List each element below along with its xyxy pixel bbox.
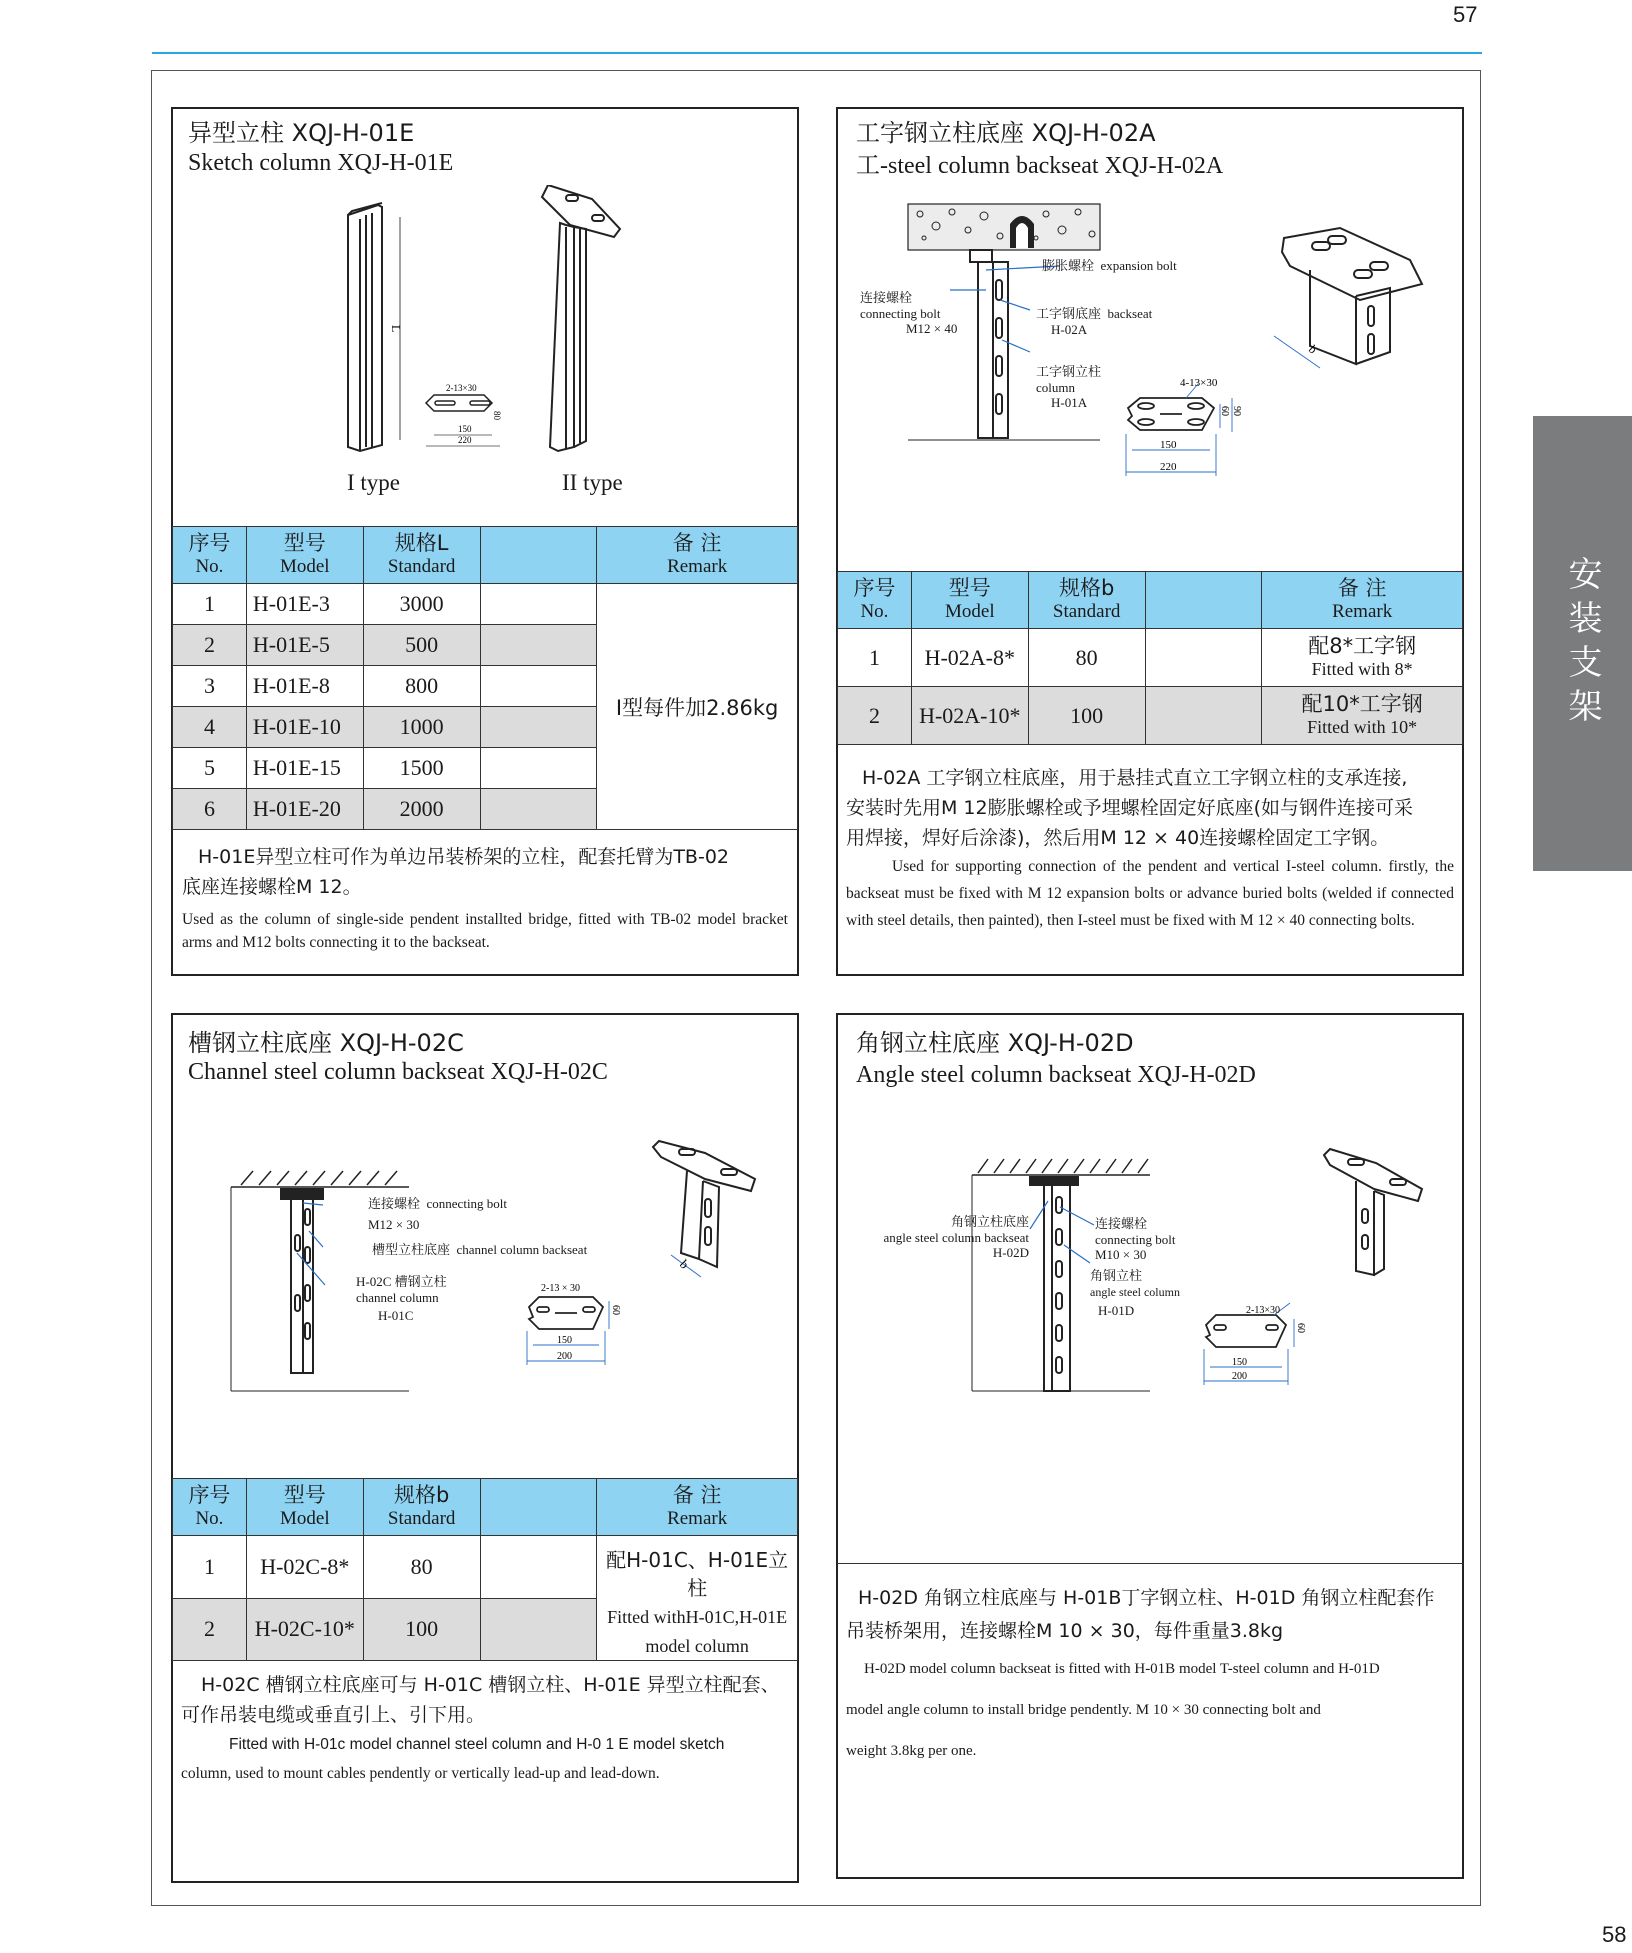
svg-text:90: 90 — [1231, 406, 1242, 416]
label-ii-type: II type — [562, 470, 623, 495]
angle-column-drawing — [1030, 1177, 1078, 1391]
col-no: 序号 No. — [173, 527, 247, 584]
dim-holes: 2-13×30 — [446, 383, 477, 393]
label-channel-backseat: 槽型立柱底座 channel column backseat — [372, 1242, 588, 1258]
description-angle-steel-backseat: H-02D 角钢立柱底座与 H-01B丁字钢立柱、H-01D 角钢立柱配套作 吊装桥架用，连接螺栓M 10 × 30，每件重量3.8kg H-02D model column backseat is fitted with H-01B model T-steel column and H-01D model angle column to install bridge pendently. M 10 × 30 connecting bolt and weight 3.8kg per one. — [846, 1587, 1435, 1759]
svg-text:150: 150 — [557, 1335, 572, 1346]
description-i-steel-backseat: H-02A 工字钢立柱底座，用于悬挂式直立工字钢立柱的支承连接, 安装时先用M 12膨胀螺栓或予埋螺栓固定好底座(如与钢件连接可采 用焊接，焊好后涂漆)，然后用M 12 × 40连接螺栓固定工字钢。 Used for supporting connection of the pendent and vertical I-steel column. firstly, the backseat must be fixed with M 12 expansion bolts or advance buried bolts (welded if connected with steel details, then painted), then I-steel must be fixed with M 12 × 40 connecting bolts. — [846, 767, 1454, 929]
svg-text:b: b — [1305, 342, 1321, 357]
label-connecting-bolt: 连接螺栓 connecting bolt M12 × 40 — [860, 291, 958, 336]
col-model: 型号 Model — [246, 527, 363, 584]
table-row: 2 H-01E-5 500 — [173, 625, 798, 666]
panel-title-cn: 异型立柱 XQJ-H-01E — [188, 119, 415, 147]
svg-text:200: 200 — [1232, 1371, 1247, 1382]
svg-text:60: 60 — [1219, 406, 1230, 416]
svg-text:b: b — [676, 1256, 693, 1272]
svg-text:80: 80 — [492, 411, 502, 420]
table-row: 1 H-02C-8* 80 配H-01C、H-01E立柱 Fitted withH-01C,H-01E model column — [173, 1536, 798, 1599]
table-row: 3 H-01E-8 800 — [173, 666, 798, 707]
label-channel-column: H-02C 槽钢立柱 channel column H-01C — [356, 1274, 447, 1323]
label-angle-column: 角钢立柱 angle steel column H-01D — [1090, 1269, 1180, 1318]
table-row: 1 H-01E-3 3000 I型每件加2.86kg — [173, 584, 798, 625]
channel-column-drawing — [281, 1189, 323, 1373]
panel-title-en: 工-steel column backseat XQJ-H-02A — [856, 153, 1224, 179]
table-channel-steel-backseat: 序号 No. 型号 Model 规格b Standard 备 注 Remark 1 H-02C-8* 80 配H-01C、H-01E立柱 Fitted withH-01C,H-01E model column 2 H-02C-10* 100 — [172, 1478, 798, 1661]
channel-steel-figure — [225, 1135, 765, 1395]
svg-text:220: 220 — [458, 435, 472, 445]
description-sketch-column: H-01E异型立柱可作为单边吊装桥架的立柱，配套托臂为TB-02 底座连接螺栓M 12。 Used as the column of single-side pendent installted bridge, fitted with TB-02 model bracket arms and M12 bolts connecting it to the backseat. — [182, 846, 788, 951]
svg-text:60: 60 — [610, 1305, 621, 1315]
col-blank — [480, 527, 597, 584]
svg-text:220: 220 — [1160, 461, 1177, 473]
table-row: 4 H-01E-10 1000 — [173, 707, 798, 748]
angle-steel-figure — [960, 1145, 1440, 1395]
panel-title-en: Angle steel column backseat XQJ-H-02D — [856, 1062, 1256, 1088]
i-steel-backseat-figure — [850, 200, 1450, 480]
svg-text:2-13×30: 2-13×30 — [1246, 1305, 1280, 1316]
label-expansion-bolt: 膨胀螺栓 expansion bolt — [1042, 258, 1177, 274]
table-i-steel-backseat: 序号 No. 型号 Model 规格b Standard 备 注 Remark 1 H-02A-8* 80 配8*工字钢 Fitted with 8* 2 H-02A-10* 100 配10*工字钢 Fitted with 10* — [837, 571, 1463, 745]
svg-text:60: 60 — [1295, 1323, 1306, 1333]
table-row: 5 H-01E-15 1500 — [173, 748, 798, 789]
table-row: 2 H-02C-10* 100 — [173, 1598, 798, 1661]
angle-base-iso — [1324, 1149, 1422, 1275]
table-row: 6 H-01E-20 2000 — [173, 789, 798, 830]
divider — [837, 1563, 1463, 1564]
label-connecting-bolt: 连接螺栓 connecting bolt M12 × 30 — [368, 1196, 508, 1232]
angle-base-plan — [1206, 1315, 1286, 1347]
col-standard: 规格L Standard — [363, 527, 480, 584]
page-number-top: 57 — [1453, 2, 1478, 27]
table-row: 1 H-02A-8* 80 配8*工字钢 Fitted with 8* — [838, 629, 1463, 687]
svg-text:4-13×30: 4-13×30 — [1180, 377, 1218, 389]
table-row: 2 H-02A-10* 100 配10*工字钢 Fitted with 10* — [838, 687, 1463, 745]
channel-base-plan — [529, 1297, 603, 1329]
base-plate-plan — [1128, 398, 1214, 430]
panel-title-cn: 工字钢立柱底座 XQJ-H-02A — [856, 119, 1156, 147]
svg-text:150: 150 — [1232, 1357, 1247, 1368]
i-type-column-drawing — [348, 203, 382, 451]
dim-l: L — [389, 325, 403, 333]
table-sketch-column — [172, 526, 798, 830]
col-remark: 备 注 Remark — [597, 527, 798, 584]
section-side-tab: 安装支架 — [1533, 416, 1632, 871]
svg-text:2-13 × 30: 2-13 × 30 — [541, 1283, 580, 1294]
panel-title-en: Sketch column XQJ-H-01E — [188, 150, 454, 176]
remark-cell: I型每件加2.86kg — [597, 584, 798, 830]
sketch-column-figure — [330, 185, 650, 505]
label-i-type: I type — [347, 470, 401, 495]
channel-base-iso — [653, 1141, 755, 1267]
base-plate-small — [426, 395, 492, 411]
label-angle-backseat: 角钢立柱底座 angle steel column backseat H-02D — [883, 1215, 1029, 1260]
header-rule — [152, 52, 1482, 54]
svg-text:150: 150 — [1160, 439, 1177, 451]
panel-title-cn: 槽钢立柱底座 XQJ-H-02C — [188, 1029, 464, 1057]
svg-text:200: 200 — [557, 1351, 572, 1362]
panel-title-en: Channel steel column backseat XQJ-H-02C — [188, 1059, 608, 1085]
base-plate-iso — [1282, 228, 1422, 364]
ii-type-column-drawing — [542, 185, 620, 451]
page-number-bottom: 58 — [1602, 1922, 1627, 1947]
panel-title-cn: 角钢立柱底座 XQJ-H-02D — [856, 1029, 1134, 1057]
label-backseat: 工字钢底座 backseat H-02A — [1036, 306, 1153, 337]
label-column: 工字钢立柱 column H-01A — [1036, 365, 1102, 410]
column-drawing — [970, 250, 1008, 438]
svg-text:150: 150 — [458, 424, 472, 434]
description-channel-steel-backseat: H-02C 槽钢立柱底座可与 H-01C 槽钢立柱、H-01E 异型立柱配套、 可作吊装电缆或垂直引上、引下用。 Fitted with H-01c model channel steel column and H-0 1 E model sketch column, used to mount cables pendently or vertically lead-up and lead-down. — [181, 1674, 780, 1782]
label-connecting-bolt: 连接螺栓 connecting bolt M10 × 30 — [1095, 1217, 1176, 1262]
